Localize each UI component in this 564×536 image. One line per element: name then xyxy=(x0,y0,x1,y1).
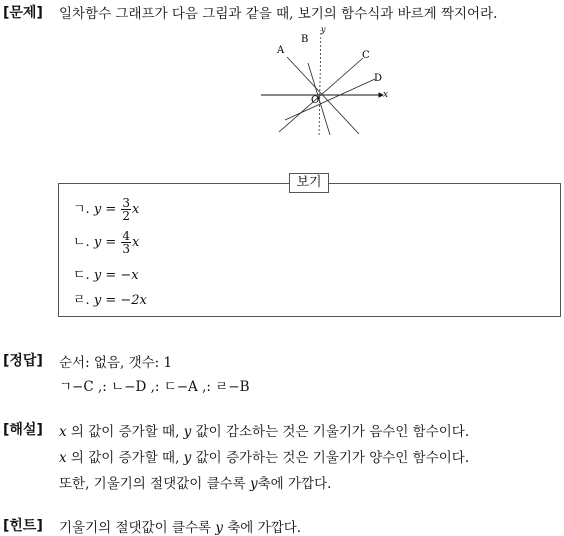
option-lhs: y = xyxy=(93,202,117,217)
problem-text: 일차함수 그래프가 다음 그림과 같을 때, 보기의 함수식과 바르게 짝지어라. xyxy=(59,6,498,22)
explanation-line-3 xyxy=(59,472,331,492)
answer-line-1: 순서: 없음, 갯수: 1 xyxy=(59,355,173,371)
numerator: 4 xyxy=(122,229,130,243)
option-label: ㄹ. xyxy=(73,293,90,308)
origin-label: O xyxy=(311,95,320,106)
text: 기울기의 절댓값이 클수록 xyxy=(59,520,216,536)
fraction xyxy=(121,230,131,255)
denominator: 3 xyxy=(122,242,130,256)
bogi-option-2 xyxy=(73,230,139,255)
var-y: y xyxy=(183,424,192,440)
text: 의 값이 증가할 때, xyxy=(66,424,184,440)
explanation-line-2 xyxy=(59,446,469,466)
numerator: 3 xyxy=(122,196,130,210)
answer-line-2: ㄱ−C ,: ㄴ−D ,: ㄷ−A ,: ㄹ−B xyxy=(59,379,250,395)
option-label: ㄱ. xyxy=(73,202,90,217)
var-y: y xyxy=(250,476,258,492)
var-x: x xyxy=(59,450,67,466)
text: 축에 가깝다. xyxy=(222,520,302,536)
option-var: x xyxy=(132,202,140,217)
text: 의 값이 증가할 때, xyxy=(66,450,184,466)
line-a xyxy=(287,57,359,134)
option-lhs: y = −x xyxy=(93,268,139,283)
explanation-tag: [해설] xyxy=(3,422,43,438)
y-axis-label: y xyxy=(321,25,326,34)
line-d xyxy=(285,79,375,120)
text: 또한, 기울기의 절댓값이 클수록 xyxy=(59,476,250,492)
hint-tag: [힌트] xyxy=(3,518,43,534)
option-label: ㄷ. xyxy=(73,268,90,283)
option-var: x xyxy=(132,235,140,250)
fraction xyxy=(121,197,131,222)
label-b: B xyxy=(301,34,309,45)
x-axis-label: x xyxy=(383,90,389,100)
label-c: C xyxy=(362,50,370,61)
function-graph xyxy=(255,22,395,138)
bogi-option-1 xyxy=(73,197,139,222)
text: 값이 감소하는 것은 기울기가 음수인 함수이다. xyxy=(191,424,470,440)
var-y: y xyxy=(215,520,223,536)
label-a: A xyxy=(277,45,285,56)
label-d: D xyxy=(374,73,383,84)
text: 값이 증가하는 것은 기울기가 양수인 함수이다. xyxy=(191,450,470,466)
option-lhs: y = −2x xyxy=(93,293,147,308)
option-label: ㄴ. xyxy=(73,235,90,250)
denominator: 2 xyxy=(122,209,130,223)
var-x: x xyxy=(59,424,67,440)
text: 축에 가깝다. xyxy=(257,476,332,492)
y-axis xyxy=(319,30,321,135)
answer-tag: [정답] xyxy=(3,353,43,369)
bogi-title: 보기 xyxy=(289,173,329,193)
explanation-line-1 xyxy=(59,420,469,440)
option-lhs: y = xyxy=(93,235,117,250)
hint-text xyxy=(59,516,301,536)
bogi-option-4 xyxy=(73,289,147,308)
problem-tag: [문제] xyxy=(3,5,43,21)
var-y: y xyxy=(183,450,192,466)
bogi-option-3 xyxy=(73,264,139,283)
